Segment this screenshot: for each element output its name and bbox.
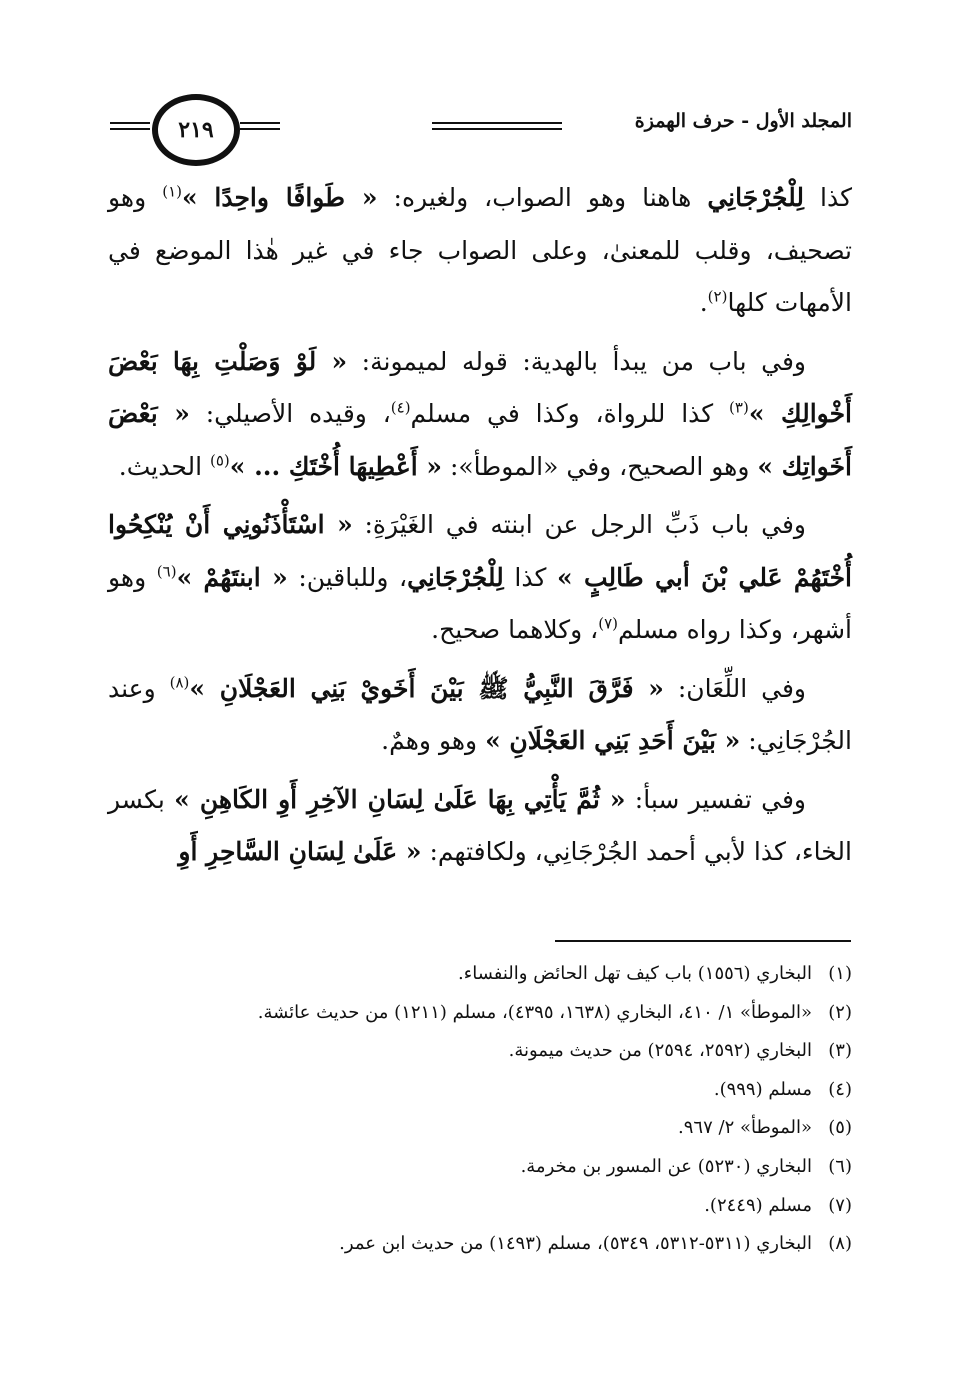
text-run: كذا [804, 183, 853, 212]
text-run: وهو الصحيح، وفي «الموطأ»: [442, 451, 758, 481]
quoted-text: « ابنتَهُمْ » [176, 562, 288, 592]
text-run: وفي باب من يبدأ بالهدية: قوله لميمونة: [347, 346, 807, 376]
footnote-number: (٧) [828, 1194, 852, 1216]
footnote-ref: (١) [162, 182, 182, 201]
quoted-text: « بَعْضَ أَخَواتِك » [108, 399, 852, 481]
header-rule [432, 128, 562, 130]
quoted-text: لِلْجُرْجَانِي [707, 183, 805, 212]
footnote-number: (٢) [828, 1001, 852, 1023]
quoted-text: « بَيْنَ أَحَدِ بَنِي العَجْلَانِ » [485, 726, 741, 755]
text-run: وفي تفسير سبأ: [625, 784, 807, 814]
text-run: بكسر الخاء، كذا لأبي أحمد الجُرْجَانِي، ولكافتهم: [108, 784, 852, 866]
footnote-item [108, 994, 852, 1033]
text-run: وفي اللِّعَان: [663, 673, 806, 703]
text-run: وهو أشهر، وكذا رواه مسلم [108, 562, 852, 644]
quoted-text: « عَلَىٰ لِسَانِ السَّاحِرِ أَوِ [178, 837, 422, 866]
footnote-item [108, 1148, 852, 1187]
footnote-text: «الموطأ» ١/ ٤١٠، البخاري (١٦٣٨، ٤٣٩٥)، مسلم (١٢١١) من حديث عائشة. [257, 1001, 812, 1023]
footnote-text: البخاري (١٥٥٦) باب كيف تهل الحائض والنفساء. [458, 963, 812, 984]
footnote-ref: (٤) [390, 398, 411, 417]
quoted-text: لِلْجُرْجَانِي [407, 562, 504, 592]
footnote-text: مسلم (٢٤٤٩). [704, 1194, 812, 1216]
footnote-number: (٤) [828, 1078, 852, 1100]
footnote-ref: (٧) [598, 614, 619, 633]
quoted-text: « طَوافًا واحِدًا » [182, 183, 378, 212]
text-run: ، وللباقين: [287, 562, 408, 592]
page-number-badge [152, 94, 240, 166]
quoted-text: « ثُمَّ يَأْتِي بِهَا عَلَىٰ لِسَانِ الآخِرِ أَوِ الكَاهِنِ » [174, 784, 626, 814]
footnote-text: مسلم (٩٩٩). [713, 1078, 812, 1100]
text-run: وهو وهمٌ. [381, 726, 486, 755]
text-run: وهو تصحيف، وقلب للمعنىٰ، وعلى الصواب جاء في غير هٰذا الموضع في الأمهات كلها [108, 183, 852, 317]
footnote-text: البخاري (٥٢٣٠) عن المسور بن مخرمة. [520, 1155, 812, 1177]
text-run: الحديث. [118, 451, 210, 481]
footnote-item [108, 1071, 852, 1110]
footnote-text: «الموطأ» ٢/ ٩٦٧. [678, 1117, 812, 1139]
quoted-text: « فَرَّقَ النَّبِيُّ ﷺ بَيْنَ أَخَويْ بَنِي العَجْلَانِ » [189, 673, 664, 703]
footnote-text: البخاري (٥٣١١-٥٣١٢، ٥٣٤٩)، مسلم (١٤٩٣) من حديث ابن عمر. [339, 1233, 812, 1255]
header-title: المجلد الأول - حرف الهمزة [627, 110, 852, 132]
paragraph [108, 774, 852, 879]
footnotes [108, 955, 852, 1264]
header-rule [110, 122, 150, 124]
text-run: ، وقيده الأصيلي: [189, 399, 391, 428]
text-run: ، وكلاهما صحيح. [431, 615, 599, 644]
footnote-number: (٥) [828, 1117, 852, 1139]
text-run: وعند الجُرْجَانِي: [108, 673, 852, 755]
main-text [108, 172, 852, 885]
footnote-number: (٣) [828, 1040, 852, 1062]
running-header [110, 92, 852, 162]
footnote-number: (٨) [828, 1233, 852, 1255]
footnote-separator [555, 940, 851, 942]
text-run: وفي باب ذَبِّ الرجل عن ابنته في الغَيْرَةِ: [352, 510, 806, 539]
page-number: ٢١٩ [178, 117, 214, 143]
paragraph [108, 499, 852, 657]
header-rule [240, 122, 280, 124]
header-rule [432, 122, 562, 124]
footnote-item [108, 1225, 852, 1264]
text-run: . [699, 288, 708, 317]
footnote-ref: (٢) [707, 287, 728, 306]
footnote-ref: (٦) [156, 562, 177, 581]
paragraph [108, 336, 852, 494]
footnote-ref: (٨) [169, 673, 190, 692]
footnote-number: (٦) [828, 1155, 852, 1177]
footnote-ref: (٣) [729, 398, 749, 417]
quoted-text: « أَعْطِيهَا أُخْتَكِ ... » [229, 451, 443, 481]
paragraph [108, 663, 852, 768]
footnote-item [108, 955, 852, 994]
footnote-ref: (٥) [209, 451, 230, 470]
quoted-text: « اسْتَأْذَنُونِي أَنْ يُنْكِحُوا أُخْتَهُمْ عَلي بْنَ أبي طَالِبٍ » [108, 510, 852, 592]
text-run: كذا [503, 562, 557, 592]
header-rule [240, 128, 280, 130]
footnote-item [108, 1187, 852, 1226]
footnote-text: البخاري (٢٥٩٢، ٢٥٩٤) من حديث ميمونة. [508, 1040, 812, 1062]
paragraph [108, 172, 852, 330]
quoted-text: « لَوْ وَصَلْتِ بِهَا بَعْضَ أَخْوالِكِ » [108, 346, 852, 428]
header-rule [110, 128, 150, 130]
footnote-item [108, 1032, 852, 1071]
footnote-number: (١) [828, 963, 852, 984]
text-run: هاهنا وهو الصواب، ولغيره: [377, 183, 708, 212]
text-run: كذا للرواة، وكذا في مسلم [410, 399, 730, 428]
footnote-item [108, 1109, 852, 1148]
